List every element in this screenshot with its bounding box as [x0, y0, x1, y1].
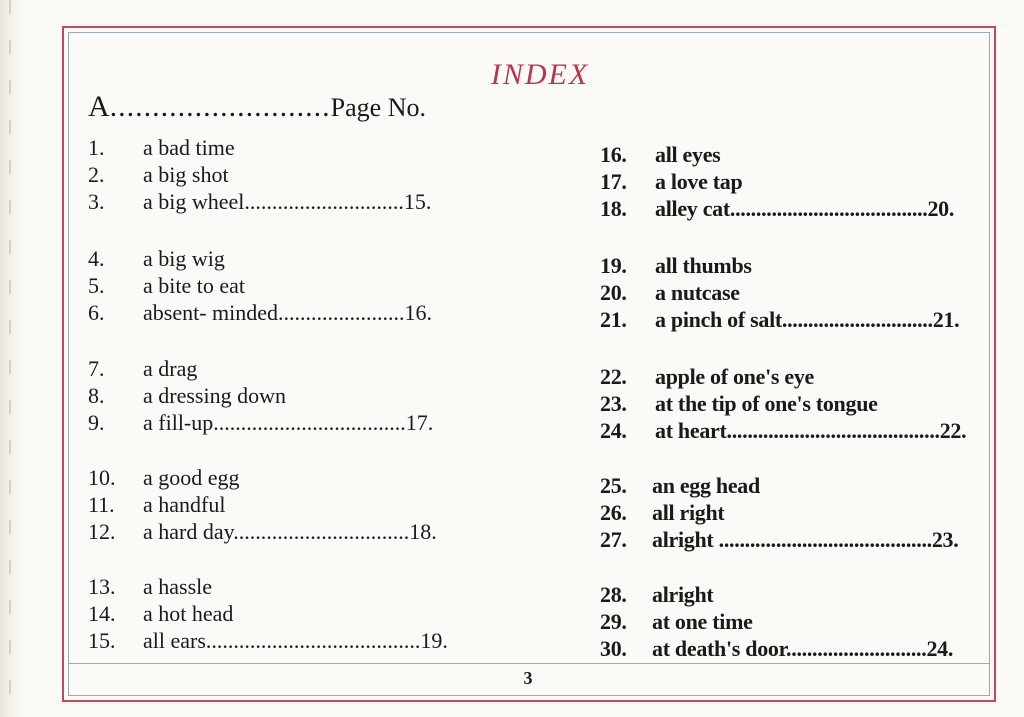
- entry-text: a good egg: [143, 465, 240, 490]
- entry-text: a bad time: [143, 135, 235, 160]
- entry-number: 24.: [600, 418, 627, 443]
- entry-text: a drag: [143, 356, 198, 381]
- entry-text: alright .........................................23.: [652, 527, 959, 552]
- entry-text: a hassle: [143, 574, 213, 599]
- entry-text: at death's door...........................24.: [652, 636, 954, 661]
- entry-number: 20.: [600, 280, 627, 305]
- index-title: INDEX: [490, 58, 590, 91]
- entry-number: 15.: [88, 628, 116, 653]
- entry-text: a nutcase: [655, 280, 740, 305]
- entry-number: 29.: [600, 609, 627, 634]
- entry-text: alley cat......................................20.: [655, 196, 955, 221]
- entry-number: 14.: [88, 601, 116, 626]
- entry-text: a hard day................................18.: [143, 519, 437, 544]
- entry-number: 12.: [88, 519, 116, 544]
- entry-number: 23.: [600, 391, 627, 416]
- heading-dots: ..........................: [109, 90, 331, 123]
- book-binding: [0, 0, 22, 717]
- entry-number: 10.: [88, 465, 116, 490]
- entry-text: at heart.........................................22.: [655, 418, 967, 443]
- page-no-label: Page No.: [330, 93, 426, 122]
- entry-number: 17.: [600, 169, 627, 194]
- entry-number: 4.: [88, 246, 105, 271]
- section-letter: A: [88, 90, 110, 123]
- page-number: 3: [523, 668, 533, 688]
- entry-text: a big shot: [143, 162, 229, 187]
- entry-number: 2.: [88, 162, 105, 187]
- entry-number: 21.: [600, 307, 627, 332]
- entry-number: 11.: [88, 492, 115, 517]
- entry-number: 7.: [88, 356, 105, 381]
- entry-number: 22.: [600, 364, 627, 389]
- entry-text: all thumbs: [655, 253, 752, 278]
- entry-number: 8.: [88, 383, 105, 408]
- entry-text: at the tip of one's tongue: [655, 391, 878, 416]
- entry-number: 3.: [88, 189, 105, 214]
- entry-text: at one time: [652, 609, 753, 634]
- entry-text: a dressing down: [143, 383, 286, 408]
- entry-text: a hot head: [143, 601, 234, 626]
- entry-number: 30.: [600, 636, 627, 661]
- section-heading: [88, 90, 426, 124]
- entry-text: a pinch of salt.............................21.: [655, 307, 960, 332]
- entry-number: 28.: [600, 582, 627, 607]
- entry-number: 1.: [88, 135, 105, 160]
- entry-text: a love tap: [655, 169, 743, 194]
- entry-number: 25.: [600, 473, 627, 498]
- entry-number: 5.: [88, 273, 105, 298]
- entry-text: a bite to eat: [143, 273, 246, 298]
- entry-number: 9.: [88, 410, 105, 435]
- entry-text: alright: [652, 582, 714, 607]
- entry-text: a handful: [143, 492, 226, 517]
- entry-text: an egg head: [652, 473, 760, 498]
- entry-text: all eyes: [655, 142, 721, 167]
- footer-divider: [68, 663, 990, 664]
- entry-number: 18.: [600, 196, 627, 221]
- entry-number: 13.: [88, 574, 116, 599]
- entry-text: absent- minded.......................16.: [143, 300, 433, 325]
- entry-number: 16.: [600, 142, 627, 167]
- entry-number: 19.: [600, 253, 627, 278]
- entry-number: 27.: [600, 527, 627, 552]
- entry-text: apple of one's eye: [655, 364, 814, 389]
- entry-number: 26.: [600, 500, 627, 525]
- entry-text: all right: [652, 500, 725, 525]
- entry-text: a fill-up...................................17.: [143, 410, 434, 435]
- entry-number: 6.: [88, 300, 105, 325]
- entry-text: all ears.......................................19.: [143, 628, 448, 653]
- entry-text: a big wig: [143, 246, 225, 271]
- entry-text: a big wheel.............................15.: [143, 189, 432, 214]
